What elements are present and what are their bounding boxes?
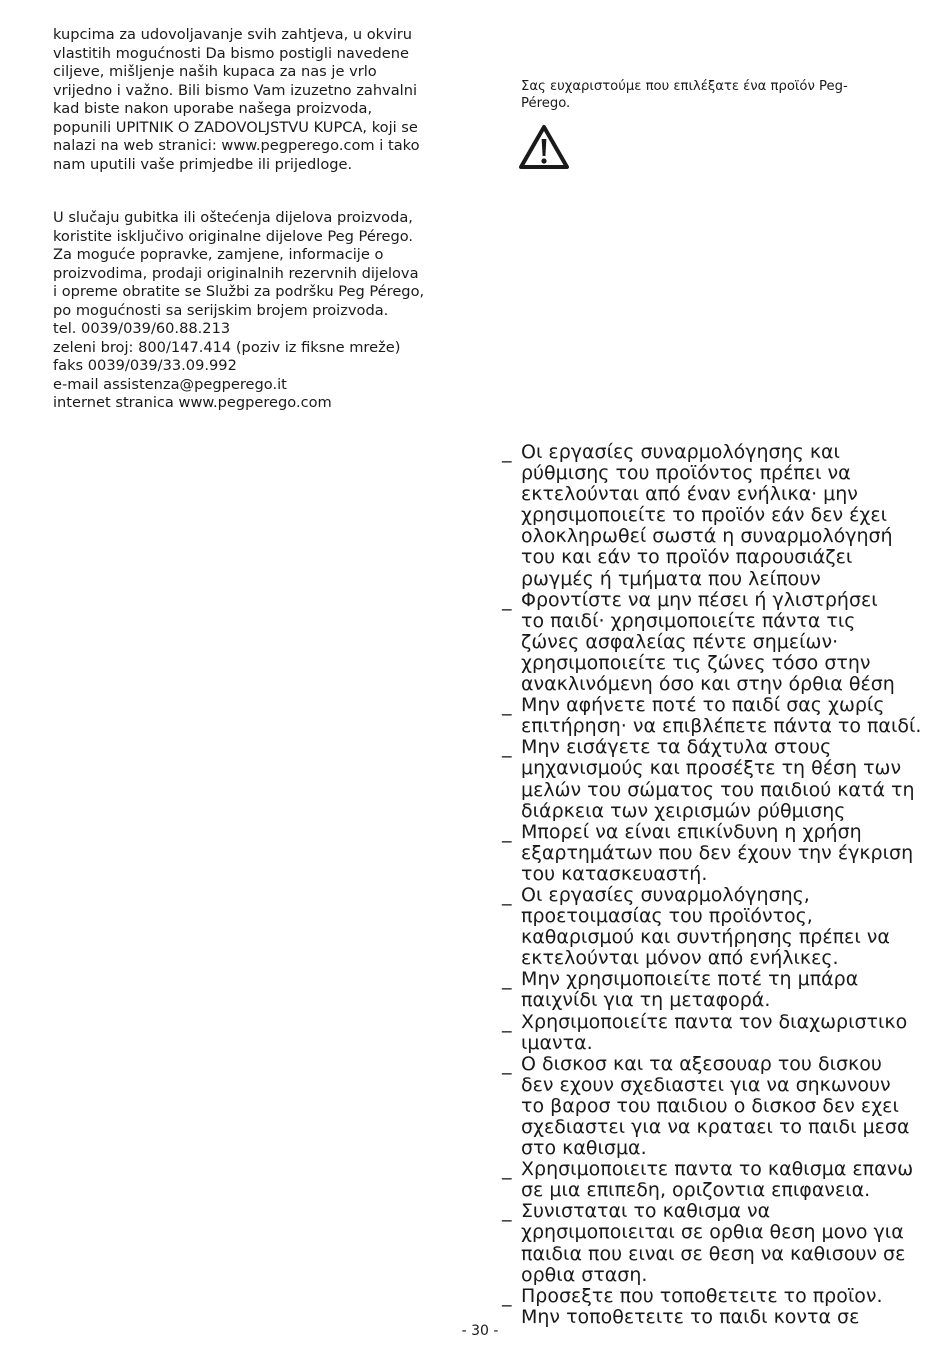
warning-item xyxy=(502,1012,932,1054)
list-dash: _ xyxy=(502,1200,512,1223)
warning-text: Χρησιμοποιείτε παντα τον διαχωριστικο ιμαντα. xyxy=(521,1010,908,1054)
warning-text: Μπορεί να είναι επικίνδυνη η χρήση εξαρτημάτων που δεν έχουν την έγκριση του κατασκευαστή. xyxy=(521,820,914,885)
thank-you-text: Σας ευχαριστούμε που επιλέξατε ένα προϊόν Peg- Pérego. xyxy=(521,79,848,111)
list-dash: _ xyxy=(502,1284,512,1307)
list-dash: _ xyxy=(502,736,512,759)
list-dash: _ xyxy=(502,1052,512,1075)
spare-parts-contact-paragraph: U slučaju gubitka ili oštećenja dijelova proizvoda, koristite isključivo originalne dijelove Peg Pérego. Za moguće popravke, zamjene, informacije o proizvodima, prodaji originalnih rezervnih dijelova i opreme obratite se Službi za podršku Peg Pérego, po mogućnosti sa serijskim brojem proizvoda. tel. 0039/039/60.88.213 zeleni broj: 800/147.414 (poziv iz fiksne mreže) faks 0039/039/33.09.992 e-mail assistenza@pegperego.it internet stranica www.pegperego.com xyxy=(53,209,425,411)
warning-text: Μην αφήνετε ποτέ το παιδί σας χωρίς επιτήρηση· να επιβλέπετε πάντα το παιδί. xyxy=(521,694,922,738)
list-dash: _ xyxy=(502,1158,512,1181)
warning-text: Φροντίστε να μην πέσει ή γλιστρήσει το παιδί· χρησιμοποιείτε πάντα τις ζώνες ασφαλείας πέντε σημείων· χρησιμοποιείτε τις ζώνες τόσο στην ανακλινόμενη όσο και στην όρθια θέση xyxy=(521,588,895,696)
customer-feedback-paragraph: kupcima za udovoljavanje svih zahtjeva, u okviru vlastitih mogućnosti Da bismo postigli navedene ciljeve, mišljenje naših kupaca za nas je vrlo vrijedno i važno. Bili bismo Vam izuzetno zahvalni kad biste nakon uporabe našega proizvoda, popunili UPITNIK O ZADOVOLJSTVU KUPCA, koji se nalazi na web stranici: www.pegperego.com i tako nam uputili vaše primjedbe ili prijedloge. xyxy=(53,26,420,173)
warning-text: Συνισταται το καθισμα να χρησιμοποιειται σε ορθια θεση μονο για παιδια που ειναι σε θεση να καθισουν σε ορθια σταση. xyxy=(521,1200,906,1286)
warning-item xyxy=(502,822,932,885)
page-number: - 30 - xyxy=(461,1323,499,1339)
list-dash: _ xyxy=(502,820,512,843)
warning-text: Προσεξτε που τοποθετειτε το προϊον. Μην τοποθετειτε το παιδι κοντα σε xyxy=(521,1284,883,1328)
warning-text: Μην εισάγετε τα δάχτυλα στους μηχανισμούς και προσέξτε τη θέση των μελών του σώματος του παιδιού κατά τη διάρκεια των χειρισμών ρύθμισης xyxy=(521,736,915,822)
warning-text: Οι εργασίες συναρμολόγησης, προετοιμασίας του προϊόντος, καθαρισμού και συντήρησης πρέπει να εκτελούνται μόνον από ενήλικες. xyxy=(521,883,890,970)
left-column xyxy=(53,26,453,411)
warning-item xyxy=(502,737,932,821)
list-dash: _ xyxy=(502,883,512,906)
warning-item xyxy=(502,1159,932,1201)
warning-triangle-icon xyxy=(518,124,570,170)
warning-item xyxy=(502,695,932,737)
warning-item xyxy=(502,1054,932,1159)
warning-text: Μην χρησιμοποιείτε ποτέ τη μπάρα παιχνίδι για τη μεταφορά. xyxy=(521,968,859,1012)
warning-item xyxy=(502,590,932,695)
warning-text: Οι εργασίες συναρμολόγησης και ρύθμισης του προϊόντος πρέπει να εκτελούνται από έναν ενήλικα· μην χρησιμοποιείτε το προϊόν εάν δεν έχει ολοκληρωθεί σωστά η συναρμολόγησή του και εάν το προϊόν παρουσιάζει ρωγμές ή τμήματα που λείπουν xyxy=(521,441,893,590)
warning-item xyxy=(502,969,932,1011)
list-dash: _ xyxy=(502,1010,512,1033)
list-dash: _ xyxy=(502,588,512,611)
warning-text: Ο δισκοσ και τα αξεσουαρ του δισκου δεν εχουν σχεδιαστει για να σηκωνουν το βαροσ του παιδιου ο δισκοσ δεν εχει σχεδιαστει για να κραταει το παιδι μεσα στο καθισμα. xyxy=(521,1052,910,1160)
warning-text: Χρησιμοποιειτε παντα το καθισμα επανω σε μια επιπεδη, οριζοντια επιφανεια. xyxy=(521,1158,914,1202)
list-dash: _ xyxy=(502,968,512,991)
safety-warnings-list xyxy=(502,442,932,1328)
warning-item xyxy=(502,1201,932,1285)
warning-item xyxy=(502,1286,932,1328)
list-dash: _ xyxy=(502,694,512,717)
warning-item xyxy=(502,885,932,969)
warning-item xyxy=(502,442,932,590)
list-dash: _ xyxy=(502,441,512,463)
